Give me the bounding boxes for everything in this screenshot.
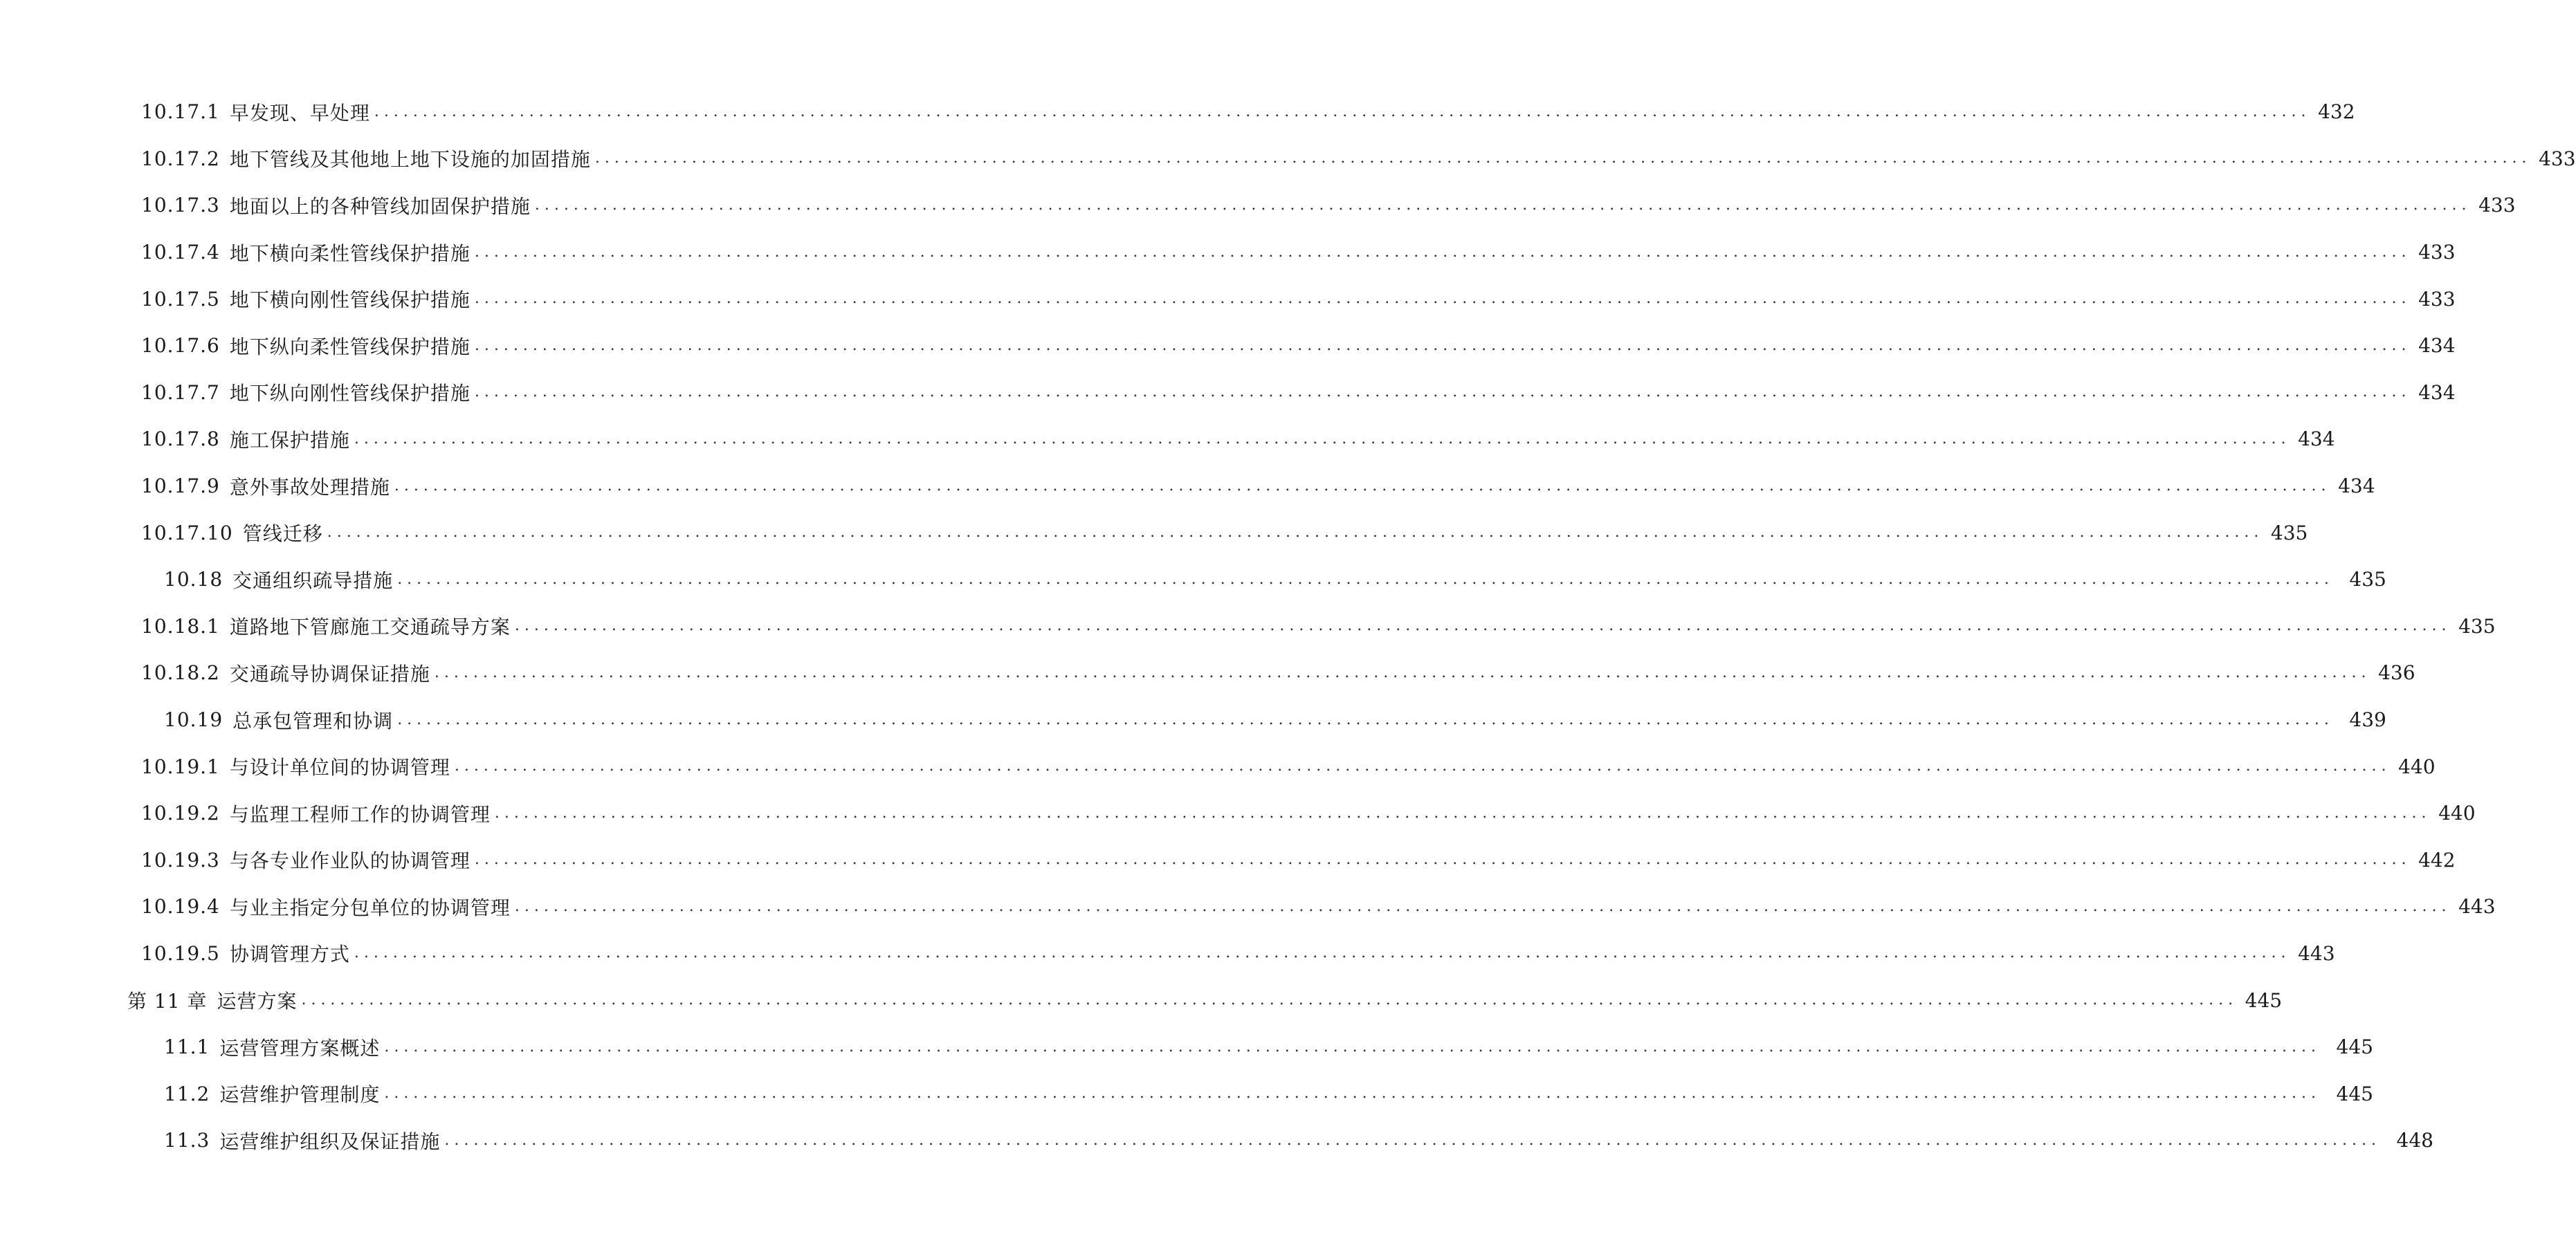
toc-entry-title: 道路地下管廊施工交通疏导方案	[229, 616, 511, 639]
toc-entry[interactable]	[0, 603, 2496, 650]
toc-entry-number: 10.17.3	[141, 194, 220, 217]
toc-entry-page: 439	[2349, 708, 2386, 732]
toc-leader-dots: ........................................................................................................................................................................................................	[474, 290, 2411, 308]
toc-entry-page: 433	[2418, 241, 2456, 264]
toc-entry-page: 434	[2418, 380, 2456, 404]
toc-leader-dots: ........................................................................................................................................................................................................	[354, 944, 2291, 962]
toc-entry-number: 10.17.8	[141, 427, 220, 451]
toc-entry-page: 443	[2458, 895, 2496, 919]
table-of-contents	[0, 89, 2576, 1164]
toc-entry-number: 10.17.6	[141, 334, 220, 358]
toc-leader-dots: ........................................................................................................................................................................................................	[384, 1038, 2321, 1056]
toc-entry-number: 第 11 章	[127, 990, 208, 1013]
toc-entry-number: 11.1	[164, 1035, 210, 1059]
toc-leader-dots: ........................................................................................................................................................................................................	[384, 1085, 2321, 1103]
toc-entry-page: 434	[2418, 334, 2456, 358]
toc-entry-page: 445	[2245, 988, 2283, 1012]
toc-entry-number: 10.19.4	[141, 895, 220, 919]
toc-entry-page: 435	[2270, 521, 2308, 544]
toc-entry[interactable]	[0, 1070, 2373, 1117]
toc-entry-title: 与设计单位间的协调管理	[229, 756, 450, 780]
toc-entry[interactable]	[0, 883, 2496, 930]
toc-entry-title: 与业主指定分包单位的协调管理	[229, 896, 511, 919]
toc-entry[interactable]	[0, 930, 2335, 977]
toc-entry-title: 施工保护措施	[229, 428, 350, 452]
toc-entry-page: 442	[2418, 848, 2456, 872]
toc-leader-dots: ........................................................................................................................................................................................................	[444, 1131, 2381, 1149]
toc-leader-dots: ........................................................................................................................................................................................................	[534, 196, 2472, 214]
toc-entry-title: 运营管理方案概述	[219, 1036, 381, 1060]
toc-entry-page: 433	[2478, 194, 2516, 217]
toc-entry-number: 10.17.1	[141, 100, 220, 124]
toc-entry-page: 435	[2349, 568, 2386, 591]
toc-entry-title: 地下纵向刚性管线保护措施	[229, 382, 471, 405]
toc-leader-dots: ........................................................................................................................................................................................................	[397, 570, 2334, 588]
toc-entry-number: 10.19.5	[141, 941, 220, 965]
toc-entry[interactable]	[0, 837, 2456, 884]
toc-entry-page: 440	[2438, 802, 2476, 825]
toc-leader-dots: ........................................................................................................................................................................................................	[354, 430, 2291, 448]
toc-leader-dots: ........................................................................................................................................................................................................	[397, 710, 2334, 728]
toc-leader-dots: ........................................................................................................................................................................................................	[327, 524, 2264, 542]
toc-entry-title: 协调管理方式	[229, 943, 350, 966]
toc-entry[interactable]	[0, 229, 2456, 276]
toc-entry-number: 10.17.4	[141, 241, 220, 264]
toc-entry-title: 意外事故处理措施	[229, 475, 390, 499]
toc-entry-title: 运营维护组织及保证措施	[219, 1130, 441, 1153]
toc-entry-number: 10.18.2	[141, 661, 220, 685]
toc-entry-number: 10.17.9	[141, 475, 220, 498]
toc-leader-dots: ........................................................................................................................................................................................................	[474, 336, 2411, 354]
toc-entry[interactable]	[0, 509, 2308, 556]
toc-entry-page: 448	[2396, 1129, 2433, 1152]
toc-entry[interactable]	[0, 1024, 2373, 1071]
toc-entry[interactable]	[0, 416, 2335, 463]
toc-leader-dots: ........................................................................................................................................................................................................	[474, 851, 2411, 869]
toc-entry-number: 10.18.1	[141, 614, 220, 638]
toc-entry[interactable]	[0, 463, 2375, 510]
toc-entry-title: 地下横向刚性管线保护措施	[229, 288, 471, 312]
toc-entry-title: 管线迁移	[242, 522, 323, 546]
toc-leader-dots: ........................................................................................................................................................................................................	[374, 102, 2311, 120]
toc-entry-number: 10.19.2	[141, 802, 220, 825]
toc-entry-number: 11.2	[164, 1082, 210, 1105]
toc-entry[interactable]	[0, 89, 2355, 136]
toc-entry[interactable]	[0, 1117, 2433, 1164]
toc-leader-dots: ........................................................................................................................................................................................................	[454, 757, 2391, 775]
toc-entry[interactable]	[0, 369, 2456, 416]
toc-entry-number: 10.19.3	[141, 848, 220, 872]
toc-entry-page: 435	[2458, 614, 2496, 638]
toc-leader-dots: ........................................................................................................................................................................................................	[494, 804, 2431, 822]
toc-entry-number: 10.17.7	[141, 380, 220, 404]
toc-entry-page: 445	[2336, 1082, 2373, 1105]
toc-entry-title: 早发现、早处理	[229, 101, 370, 125]
toc-entry[interactable]	[0, 697, 2386, 744]
toc-entry-number: 10.17.10	[141, 521, 233, 544]
toc-entry[interactable]	[0, 275, 2456, 322]
toc-entry-title: 总承包管理和协调	[232, 709, 394, 733]
toc-entry-title: 地下横向柔性管线保护措施	[229, 241, 471, 265]
toc-entry-page: 443	[2298, 941, 2335, 965]
toc-entry-page: 433	[2418, 287, 2456, 311]
toc-entry-title: 运营维护管理制度	[219, 1083, 381, 1107]
toc-leader-dots: ........................................................................................................................................................................................................	[301, 991, 2238, 1009]
toc-entry[interactable]	[0, 182, 2516, 229]
toc-entry-page: 445	[2336, 1035, 2373, 1059]
toc-entry-title: 地面以上的各种管线加固保护措施	[229, 194, 531, 218]
toc-entry[interactable]	[0, 322, 2456, 369]
toc-entry[interactable]	[0, 556, 2386, 603]
toc-entry[interactable]	[0, 790, 2476, 837]
toc-entry[interactable]	[0, 136, 2576, 183]
toc-leader-dots: ........................................................................................................................................................................................................	[394, 477, 2331, 495]
toc-entry-number: 10.19	[164, 708, 223, 732]
toc-entry[interactable]	[0, 977, 2283, 1024]
toc-entry-title: 地下管线及其他地上地下设施的加固措施	[229, 148, 591, 172]
toc-entry[interactable]	[0, 743, 2436, 790]
toc-entry-title: 与各专业作业队的协调管理	[229, 849, 471, 873]
toc-entry-title: 运营方案	[217, 990, 298, 1013]
toc-leader-dots: ........................................................................................................................................................................................................	[474, 383, 2411, 401]
toc-entry-number: 11.3	[164, 1129, 210, 1152]
toc-entry-title: 交通组织疏导措施	[232, 569, 394, 592]
toc-leader-dots: ........................................................................................................................................................................................................	[474, 243, 2411, 261]
toc-entry-number: 10.19.1	[141, 755, 220, 778]
toc-entry-page: 434	[2298, 427, 2335, 451]
toc-entry[interactable]	[0, 650, 2415, 697]
toc-leader-dots: ........................................................................................................................................................................................................	[594, 149, 2532, 167]
toc-entry-number: 10.17.5	[141, 287, 220, 311]
toc-entry-number: 10.18	[164, 568, 223, 591]
toc-leader-dots: ........................................................................................................................................................................................................	[434, 663, 2371, 681]
toc-leader-dots: ........................................................................................................................................................................................................	[514, 617, 2451, 635]
toc-entry-title: 与监理工程师工作的协调管理	[229, 802, 491, 826]
toc-leader-dots: ........................................................................................................................................................................................................	[514, 897, 2451, 915]
toc-entry-page: 433	[2539, 147, 2576, 170]
toc-entry-number: 10.17.2	[141, 147, 220, 170]
toc-entry-page: 432	[2318, 100, 2355, 124]
toc-entry-page: 440	[2398, 755, 2436, 778]
toc-entry-title: 地下纵向柔性管线保护措施	[229, 335, 471, 358]
toc-entry-page: 436	[2378, 661, 2415, 685]
toc-entry-page: 434	[2338, 475, 2375, 498]
toc-entry-title: 交通疏导协调保证措施	[229, 662, 430, 685]
